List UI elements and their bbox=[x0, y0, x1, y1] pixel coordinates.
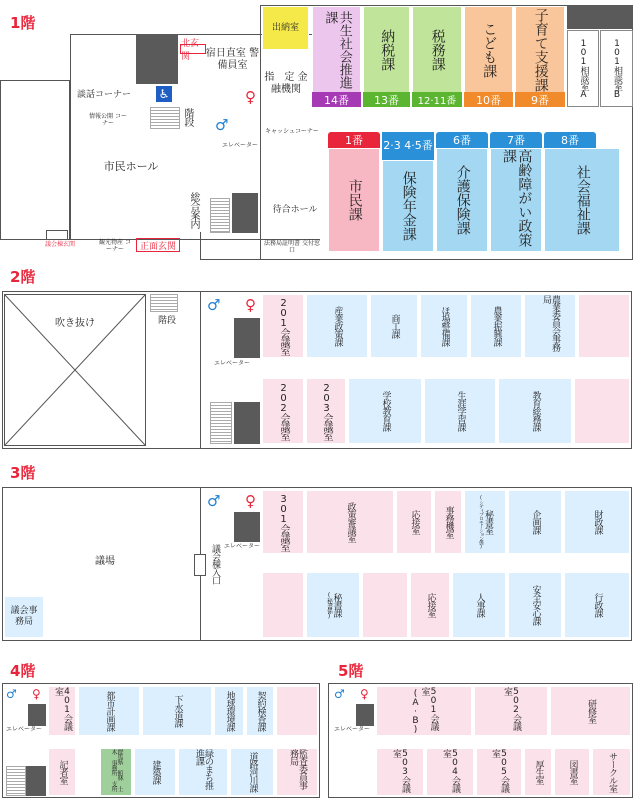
room-f3-mid[interactable] bbox=[362, 572, 408, 638]
room-zaisei[interactable]: 財政課 bbox=[564, 490, 630, 554]
room-hisho2[interactable]: 秘書課 (秘書係) bbox=[306, 572, 360, 638]
male-restroom-icon: ♂ bbox=[207, 296, 221, 314]
room-201[interactable]: 201会議室 bbox=[262, 294, 304, 358]
room-gesui[interactable]: 下水道課 bbox=[142, 686, 212, 736]
room-503[interactable]: 503会議室 bbox=[376, 748, 424, 796]
label-elevator3: エレベーター bbox=[223, 543, 260, 550]
room-kosodate[interactable]: 子育て支援課 bbox=[515, 6, 565, 94]
badge-koureisho: 7番 bbox=[490, 132, 542, 148]
room-douro[interactable]: 道路河川課 bbox=[230, 748, 274, 796]
label-fukinuke: 吹き抜け bbox=[45, 318, 105, 330]
female-restroom-icon: ♀ bbox=[245, 88, 256, 106]
badge-hoken: 2·3 4·5番 bbox=[382, 132, 434, 160]
label-kaidan1: 階段 bbox=[182, 108, 193, 126]
room-kenchiku[interactable]: 建築課 bbox=[134, 748, 176, 796]
floor2-stairs-south[interactable] bbox=[210, 402, 232, 444]
floor4-shaft-south bbox=[26, 766, 46, 796]
label-danwa: 談話コーナー bbox=[76, 90, 131, 100]
room-anzen[interactable]: 安全安心課 bbox=[508, 572, 562, 638]
room-zeimu[interactable]: 税務課 bbox=[412, 6, 462, 94]
label-elevator2: エレベーター bbox=[213, 360, 250, 367]
shoumen-entrance[interactable]: 正面玄関 bbox=[136, 238, 180, 252]
room-kousei[interactable]: 厚生室 bbox=[524, 748, 552, 796]
floor4-stairs[interactable] bbox=[6, 766, 26, 796]
room-502[interactable]: 502会議室 bbox=[474, 686, 548, 736]
room-hisho1[interactable]: 秘書室 (シティプロモーション係) bbox=[464, 490, 506, 554]
male-restroom-icon: ♂ bbox=[6, 687, 17, 701]
room-kisha[interactable]: 記者室 bbox=[48, 748, 76, 796]
label-kankou: 観光物産 コーナー bbox=[99, 239, 131, 254]
floor4-shaft bbox=[28, 704, 46, 726]
room-shimin[interactable]: 市民課 bbox=[328, 148, 380, 252]
label-elevator1: エレベーター bbox=[221, 142, 258, 149]
male-restroom-icon: ♂ bbox=[215, 116, 229, 134]
label-johokoukai: 情報公開 コーナー bbox=[89, 113, 127, 128]
room-jinji[interactable]: 人事課 bbox=[452, 572, 506, 638]
floor2-shaft-south bbox=[234, 402, 260, 444]
label-gijou: 議場 bbox=[95, 556, 115, 567]
room-gyousei[interactable]: 行政課 bbox=[564, 572, 630, 638]
floor2-title: 2階 bbox=[10, 268, 36, 286]
room-505[interactable]: 505会議室 bbox=[476, 748, 522, 796]
label-gikai-iri: 議会棟入口 bbox=[210, 544, 220, 584]
label-gikai-kan: 議会棟玄関 bbox=[44, 241, 75, 248]
room-gakkou[interactable]: 学校教育課 bbox=[348, 378, 422, 444]
badge-kosodate: 9番 bbox=[515, 92, 565, 107]
label-machiai: 待合ホール bbox=[272, 205, 318, 215]
floor1-shaft-south bbox=[232, 193, 258, 233]
male-restroom-icon: ♂ bbox=[207, 492, 221, 510]
badge-zeimu: 12·11番 bbox=[412, 92, 462, 107]
room-nougyou[interactable]: 農業振興課 bbox=[470, 294, 522, 358]
room-f2-se[interactable] bbox=[574, 378, 630, 444]
room-koureisho[interactable]: 高齢障がい政策課 bbox=[490, 148, 542, 252]
room-toshi[interactable]: 都市計画課 bbox=[78, 686, 140, 736]
label-elevator5: エレベーター bbox=[333, 726, 370, 733]
female-restroom-icon: ♀ bbox=[245, 296, 256, 314]
room-keiyaku[interactable]: 契約検査課 bbox=[246, 686, 274, 736]
label-shukuchoku: 宿日直室 警備員室 bbox=[205, 48, 260, 71]
floor1-title: 1階 bbox=[10, 14, 36, 32]
room-sangyou[interactable]: 産業政策課 bbox=[306, 294, 368, 358]
floor2-divider bbox=[200, 291, 201, 449]
floor3-title: 3階 bbox=[10, 464, 36, 482]
room-circle[interactable]: サークル室 bbox=[592, 748, 631, 796]
room-nougyoi[interactable]: 農業委員会事務局 bbox=[524, 294, 576, 358]
floor4-title: 4階 bbox=[10, 662, 36, 680]
label-shitei: 指 定 金融機関 bbox=[264, 72, 308, 95]
label-shimin-hall: 市民ホール bbox=[103, 160, 159, 173]
badge-shimin: 1番 bbox=[328, 132, 380, 148]
room-ousetsu2[interactable]: 応接室 bbox=[410, 572, 450, 638]
room-kansa[interactable]: 監査委員事務局 bbox=[276, 748, 318, 796]
floor2-stairs[interactable] bbox=[150, 294, 178, 312]
badge-kodomo: 10番 bbox=[464, 92, 513, 107]
badge-kaigo: 6番 bbox=[436, 132, 488, 148]
room-soudan-a[interactable]: 101相談室A bbox=[567, 30, 599, 107]
female-restroom-icon: ♀ bbox=[245, 492, 256, 510]
room-chikyu[interactable]: 地球環境課 bbox=[214, 686, 244, 736]
floor1-shaft-north bbox=[136, 34, 178, 84]
label-sougou: 総合案内 bbox=[188, 192, 199, 228]
room-seisaku[interactable]: 政策審議室 bbox=[306, 490, 394, 554]
female-restroom-icon: ♀ bbox=[360, 687, 369, 701]
badge-kyosei: 14番 bbox=[312, 92, 361, 107]
gikai-door[interactable] bbox=[46, 230, 68, 240]
floor5-title: 5階 bbox=[338, 662, 364, 680]
room-hoken[interactable]: 保険年金課 bbox=[382, 160, 434, 252]
room-kenmin[interactable]: 群馬県 館林 土木 事務所 支所 bbox=[100, 748, 132, 796]
label-elevator4: エレベーター bbox=[5, 726, 42, 733]
room-301[interactable]: 301会議室 bbox=[262, 490, 304, 554]
room-kaigo[interactable]: 介護保険課 bbox=[436, 148, 488, 252]
room-202[interactable]: 202会議室 bbox=[262, 378, 304, 444]
floor1-stairs-south[interactable] bbox=[210, 198, 230, 233]
kita-entrance[interactable]: 北玄関 bbox=[180, 44, 206, 54]
label-toukiban: 法務局証明書 交付窓口 bbox=[264, 240, 320, 255]
room-kikaku[interactable]: 企画課 bbox=[508, 490, 562, 554]
badge-shakai: 8番 bbox=[544, 132, 596, 148]
room-midori[interactable]: 緑のまち推進課 bbox=[178, 748, 228, 796]
room-suitou[interactable]: 出納室 bbox=[262, 6, 309, 50]
female-restroom-icon: ♀ bbox=[32, 687, 41, 701]
floor1-stairs[interactable] bbox=[150, 107, 180, 129]
room-kyouiku[interactable]: 教育総務課 bbox=[498, 378, 572, 444]
room-ousetsu1[interactable]: 応接室 bbox=[396, 490, 432, 554]
room-kenshu[interactable]: 研修室 bbox=[550, 686, 631, 736]
floor1-shaft-east bbox=[567, 5, 633, 29]
room-hojou[interactable]: ほ場整備課 bbox=[420, 294, 468, 358]
male-restroom-icon: ♂ bbox=[334, 687, 345, 701]
room-tosho[interactable]: 図書室 bbox=[554, 748, 590, 796]
room-504[interactable]: 504会議室 bbox=[426, 748, 474, 796]
room-203[interactable]: 203会議室 bbox=[306, 378, 346, 444]
room-f3-sw[interactable] bbox=[262, 572, 304, 638]
floor1-entrance-area bbox=[200, 232, 260, 260]
room-kyosei[interactable]: 共生社会推進課 bbox=[312, 6, 361, 94]
room-shoukou[interactable]: 商工課 bbox=[370, 294, 418, 358]
room-nouzei[interactable]: 納税課 bbox=[363, 6, 410, 94]
room-jimuki[interactable]: 事務機室 bbox=[434, 490, 462, 554]
floor3-shaft bbox=[234, 512, 260, 542]
floor2-shaft-north bbox=[234, 318, 260, 358]
room-shougai[interactable]: 生涯学習課 bbox=[424, 378, 496, 444]
floor5-shaft bbox=[356, 704, 374, 726]
room-501[interactable]: 501会議室 (A·B) bbox=[376, 686, 472, 736]
room-f2-ne[interactable] bbox=[578, 294, 630, 358]
room-kodomo[interactable]: こども課 bbox=[464, 6, 513, 94]
room-shakai[interactable]: 社会福祉課 bbox=[544, 148, 620, 252]
room-gikai-jimu[interactable]: 議会事務局 bbox=[4, 596, 44, 638]
floor1-west-wing bbox=[0, 80, 70, 240]
label-cash: キャッシュコーナー bbox=[265, 128, 319, 135]
fukinuke-box bbox=[4, 294, 146, 446]
wheelchair-icon: ♿ bbox=[156, 86, 172, 102]
gikai-iri-door[interactable] bbox=[194, 554, 206, 576]
room-soudan-b[interactable]: 101相談室B bbox=[600, 30, 633, 107]
label-kaidan2: 階段 bbox=[157, 316, 176, 326]
room-401[interactable]: 401会議室 bbox=[48, 686, 76, 736]
badge-nouzei: 13番 bbox=[363, 92, 410, 107]
room-f4-ne[interactable] bbox=[276, 686, 318, 736]
